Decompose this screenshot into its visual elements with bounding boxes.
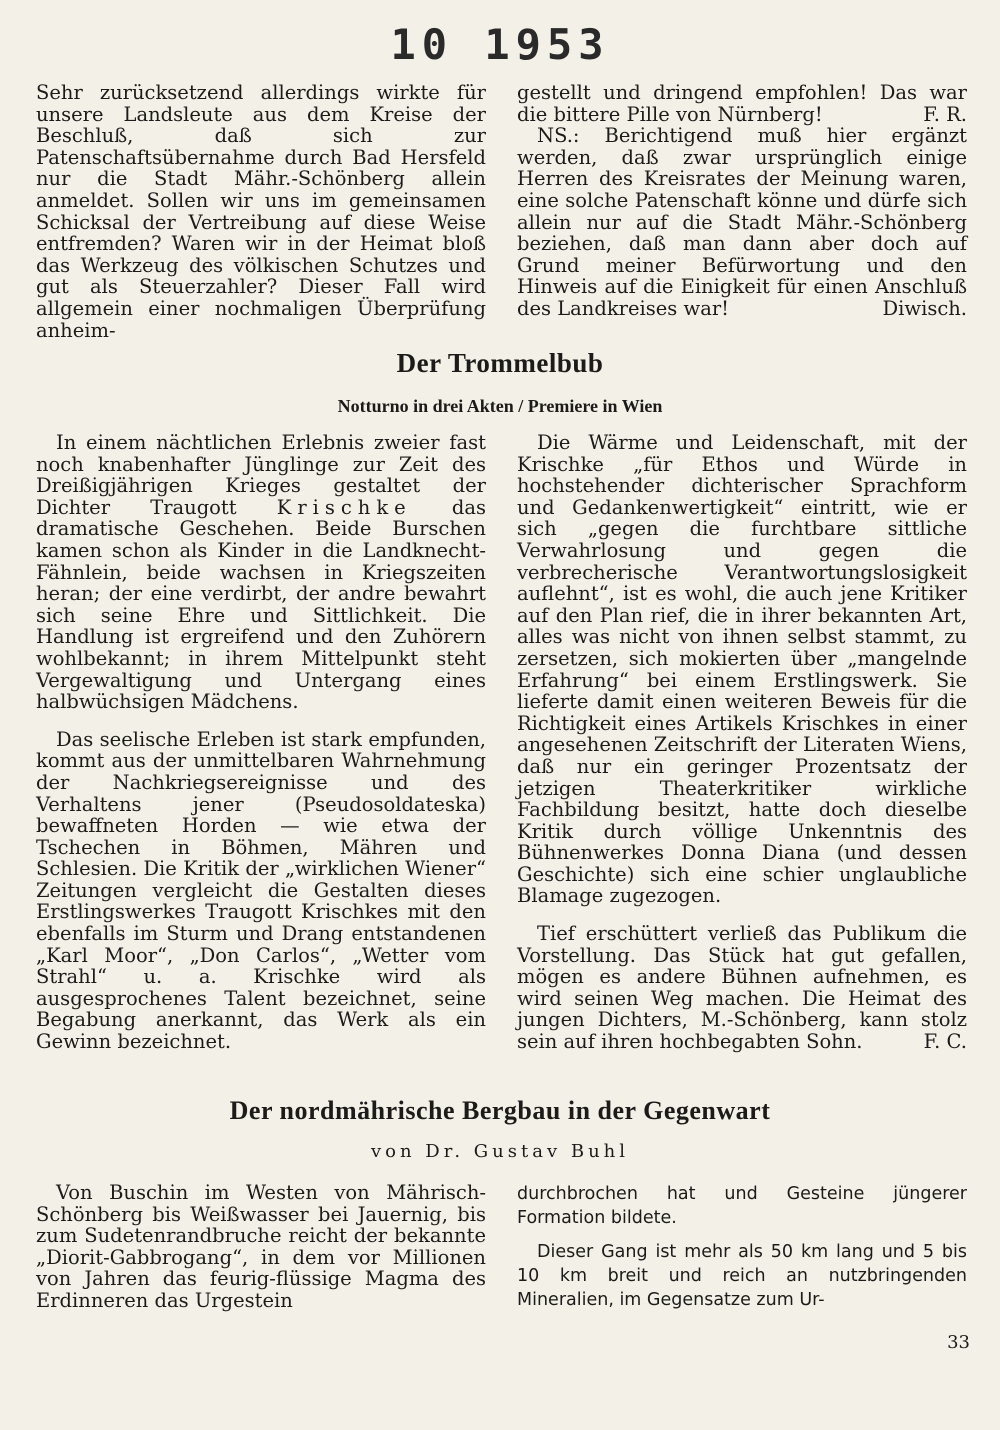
article1-right-p2-text: Tief erschüttert verließ das Publikum die Vorstellung. Das Stück hat gut gefallen, mögen es andere Bühnen aufnehmen, es wird seinen Weg machen. Die Heimat des jungen Dichters, M.-Schönberg, kann stolz sein auf ihren hochbegabten Sohn. (517, 922, 967, 1054)
intro-right-paragraph (517, 82, 967, 125)
article2-right-column (517, 1182, 967, 1312)
article1-left-paragraph-2: Das seelische Erleben ist stark empfunden, kommt aus der unmittelbaren Wahrnehmung der Nachkriegsereignisse und des Verhaltens jener (Pseudosoldateska) bewaffneten Horden — wie etwa der Tschechen in Böhmen, Mähren und Schlesien. Die Kritik der „wirklichen Wiener“ Zeitungen vergleicht die Gestalten dieses Erstlingswerkes Traugott Krischkes mit den ebenfalls im Sturm und Drang entstandenen „Karl Moor“, „Don Carlos“, „Wetter vom Strahl“ u. a. Krischke wird als ausgesprochenes Talent bezeichnet, seine Begabung anerkannt, das Werk als ein Gewinn bezeichnet. (36, 727, 486, 1054)
page-number: 33 (947, 1332, 970, 1353)
article2-left-column (36, 1182, 486, 1312)
article-title-trommelbub: Der Trommelbub (396, 348, 604, 378)
date-stamp: 10 1953 (390, 20, 610, 69)
intro-left-column (36, 82, 486, 341)
article1-signature: F. C. (923, 1030, 967, 1054)
article2-right-paragraph-1: durchbrochen hat und Gesteine jüngerer Formation bildete. (517, 1184, 967, 1228)
intro-right-text: gestellt und dringend empfohlen! Das war die bittere Pille von Nürnberg! (517, 81, 967, 126)
intro-right-column (517, 82, 967, 320)
article1-left-p1-end: das dramatische Geschehen. Beide Burschen kamen schon als Kinder in die Landknecht-Fähnlein, beide wachsen in Kriegszeiten heran; der eine verdirbt, der andre bewahrt sich seine Ehre und Sittlichkeit. Die Handlung ist ergreifend und den Zuhörern wohlbekannt; in ihrem Mittelpunkt steht Vergewaltigung und Untergang eines halbwüchsigen Mädchens. (36, 495, 486, 714)
article-byline: von Dr. Gustav Buhl (370, 1141, 630, 1162)
intro-left-text: Sehr zurücksetzend allerdings wirkte für unsere Landsleute aus dem Kreise der Beschluß, daß sich zur Patenschaftsübernahme durch Bad Hersfeld nur die Stadt Mähr.-Schönberg allein anmeldet. Sollen wir uns im gemeinsamen Schicksal der Vertreibung auf diese Weise entfremden? Waren wir in der Heimat bloß das Werkzeug des völkischen Schutzes und gut als Steuerzahler? Dieser Fall wird allgemein einer nochmaligen Überprüfung anheim- (36, 81, 486, 342)
intro-ns-text: NS.: Berichtigend muß hier ergänzt werden, daß zwar ursprünglich einige Herren des Kreisrates der Meinung waren, eine solche Patenschaft könne und dürfe sich allein nur auf die Stadt Mähr.-Schönberg beziehen, daß man dann aber doch auf Grund meiner Befürwortung und den Hinweis auf die Einigkeit für einen Anschluß des Landkreises war! (517, 124, 967, 320)
article1-right-column (517, 432, 967, 1053)
article-subtitle-trommelbub: Notturno in drei Akten / Premiere in Wien (337, 396, 663, 416)
article-title-bergbau: Der nordmährische Bergbau in der Gegenwart (229, 1096, 771, 1125)
article1-left-paragraph-1 (36, 432, 486, 713)
article1-right-paragraph-1: Die Wärme und Leidenschaft, mit der Krischke „für Ethos und Würde in hochstehender dichterischer Sprachform und Gedankenwertigkeit“ eintritt, wie er sich „gegen die furchtbare sittliche Verwahrlosung und gegen die verbrecherische Verantwortungslosigkeit auflehnt“, ist es wohl, die auch jene Kritiker auf den Plan rief, die in ihrer bekannten Art, alles was nicht von ihnen selbst stammt, zu zersetzen, sich mokierten über „mangelnde Erfahrung“ bei einem Erstlingswerk. Sie lieferte damit einen weiteren Beweis für die Richtigkeit eines Artikels Krischkes in einer angesehenen Zeitschrift der Literaten Wiens, daß nur ein geringer Prozentsatz der jetzigen Theaterkritiker wirkliche Fachbildung besitzt, hatte doch dieselbe Kritik durch völlige Unkenntnis des Bühnenwerkes Donna Diana (und dessen Geschichte) sich eine schier unglaubliche Blamage zugezogen. (517, 431, 967, 908)
intro-ns-paragraph (517, 125, 967, 319)
article2-right-paragraph-2: Dieser Gang ist mehr als 50 km lang und 5 bis 10 km breit und reich an nutzbringenden Mineralien, im Gegensatze zum Ur- (517, 1242, 967, 1310)
article1-left-p1-start: In einem nächtlichen Erlebnis zweier fast noch knabenhafter Jünglinge zur Zeit des Dreißigjährigen Krieges gestaltet der Dichter Traugott (36, 431, 486, 519)
intro-right-signature: F. R. (923, 102, 967, 126)
article1-right-paragraph-2 (517, 923, 967, 1053)
article1-left-column (36, 432, 486, 1053)
intro-ns-signature: Diwisch. (882, 296, 967, 320)
article2-left-paragraph-1: Von Buschin im Westen von Mährisch-Schönberg bis Weißwasser bei Jauernig, bis zum Sudetenrandbruche reicht der bekannte „Diorit-Gabbrogang“, in dem vor Millionen von Jahren das feurig-flüssige Magma des Erdinneren das Urgestein (36, 1181, 486, 1312)
author-name-spaced: Krischke (276, 495, 412, 519)
